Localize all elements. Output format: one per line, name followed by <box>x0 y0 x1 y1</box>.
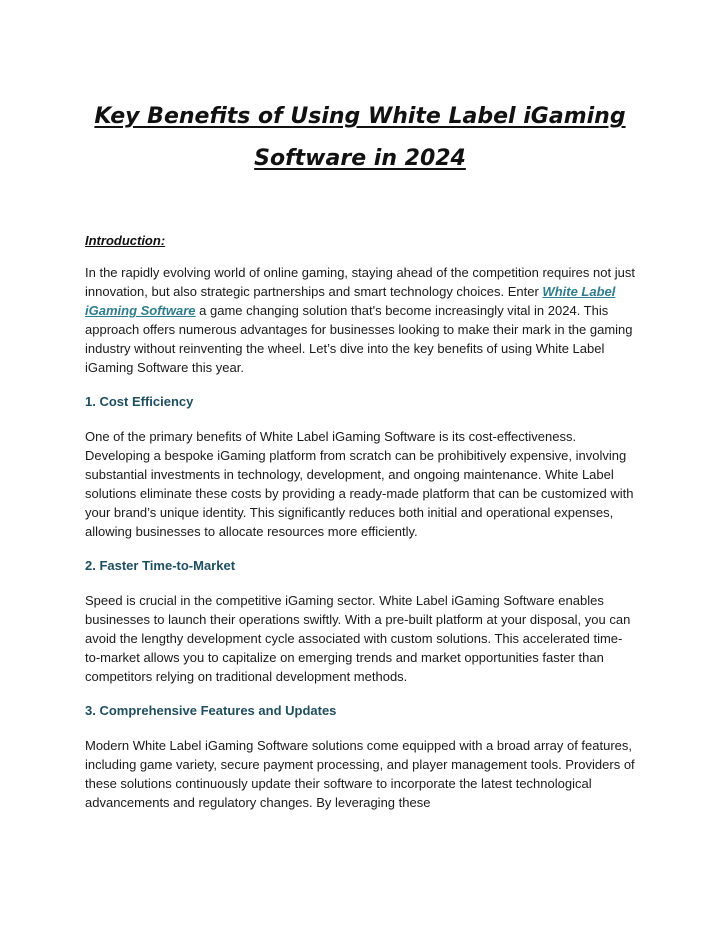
introduction-text-end: a game changing solution that's become increasingly vital in 2024. This approach offers numerous advantages for businesses looking to make their mark in the gaming industry without reinventing the wheel. Let’s dive into the key benefits of using White Label iGaming Software this year. <box>85 303 633 375</box>
white-label-software-link[interactable]: White Label iGaming Software <box>85 284 616 318</box>
section-body-cost-efficiency: One of the primary benefits of White Label iGaming Software is its cost-effectiveness. Developing a bespoke iGaming platform from scratch can be prohibitively expensive, involving substantial investments in technology, development, and ongoing maintenance. White Label solutions eliminate these costs by providing a ready-made platform that can be customized with your brand’s unique identity. This significantly reduces both initial and operational expenses, allowing businesses to allocate resources more efficiently. <box>85 429 634 539</box>
section-heading-features-updates: 3. Comprehensive Features and Updates <box>85 703 337 718</box>
introduction-heading: Introduction: <box>85 233 166 248</box>
section-body-features-updates: Modern White Label iGaming Software solutions come equipped with a broad array of features, including game variety, secure payment processing, and player management tools. Providers of these solutions continuously update their software to incorporate the latest technological advancements and regulatory changes. By leveraging these <box>85 738 635 810</box>
document-page <box>85 96 635 812</box>
section-body-time-to-market: Speed is crucial in the competitive iGaming sector. White Label iGaming Software enables businesses to launch their operations swiftly. With a pre-built platform at your disposal, you can avoid the lengthy development cycle associated with custom solutions. This accelerated time-to-market allows you to capitalize on emerging trends and market opportunities faster than competitors relying on traditional development methods. <box>85 593 631 684</box>
introduction-text-start: In the rapidly evolving world of online gaming, staying ahead of the competition requires not just innovation, but also strategic partnerships and smart technology choices. Enter <box>85 265 635 299</box>
section-heading-cost-efficiency: 1. Cost Efficiency <box>85 394 194 409</box>
document-title: Key Benefits of Using White Label iGaming Software in 2024 <box>94 104 626 171</box>
section-heading-time-to-market: 2. Faster Time-to-Market <box>85 558 236 573</box>
introduction-paragraph <box>85 263 635 377</box>
